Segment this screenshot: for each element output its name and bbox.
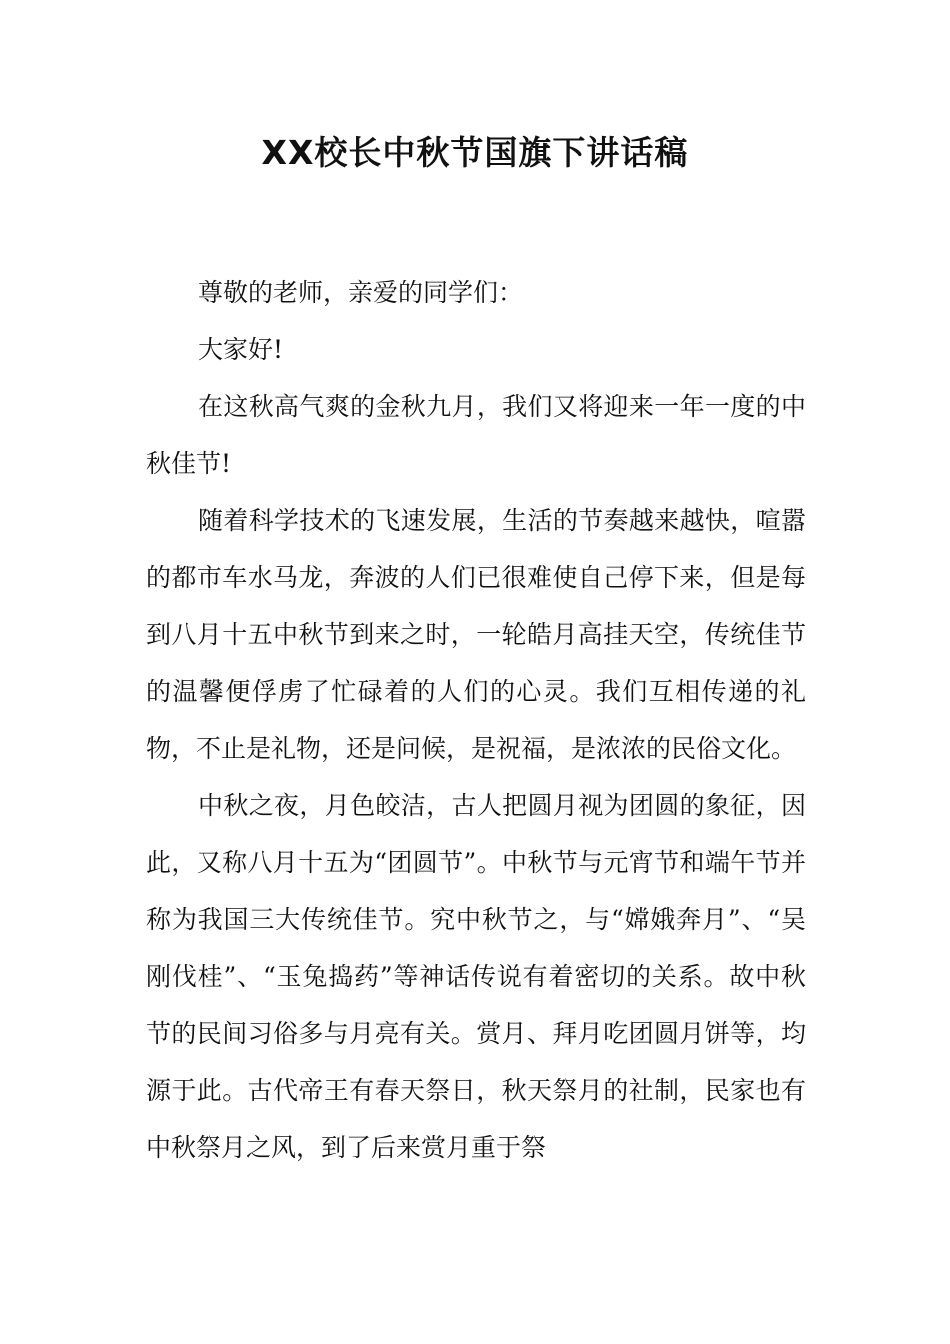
paragraph-intro: 在这秋高气爽的金秋九月，我们又将迎来一年一度的中秋佳节! (146, 392, 806, 478)
document-title: XX校长中秋节国旗下讲话稿 (261, 133, 689, 172)
document-body (146, 264, 806, 1176)
paragraph-hello: 大家好! (198, 335, 284, 364)
paragraph-modern-life: 随着科学技术的飞速发展，生活的节奏越来越快，喧嚣的都市车水马龙，奔波的人们已很难使自己停下来，但是每到八月十五中秋节到来之时，一轮皓月高挂天空，传统佳节的温馨便俘虏了忙碌着的人们的心灵。我们互相传递的礼物，不止是礼物，还是问候，是祝福，是浓浓的民俗文化。 (146, 506, 806, 763)
paragraph-mid-autumn-origin: 中秋之夜，月色皎洁，古人把圆月视为团圆的象征，因此，又称八月十五为“团圆节”。中秋节与元宵节和端午节并称为我国三大传统佳节。究中秋节之，与“嫦娥奔月”、“吴刚伐桂”、“玉兔捣药”等神话传说有着密切的关系。故中秋节的民间习俗多与月亮有关。赏月、拜月吃团圆月饼等，均源于此。古代帝王有春天祭日，秋天祭月的社制，民家也有中秋祭月之风，到了后来赏月重于祭 (146, 791, 806, 1162)
paragraph-greeting: 尊敬的老师，亲爱的同学们： (198, 278, 524, 307)
